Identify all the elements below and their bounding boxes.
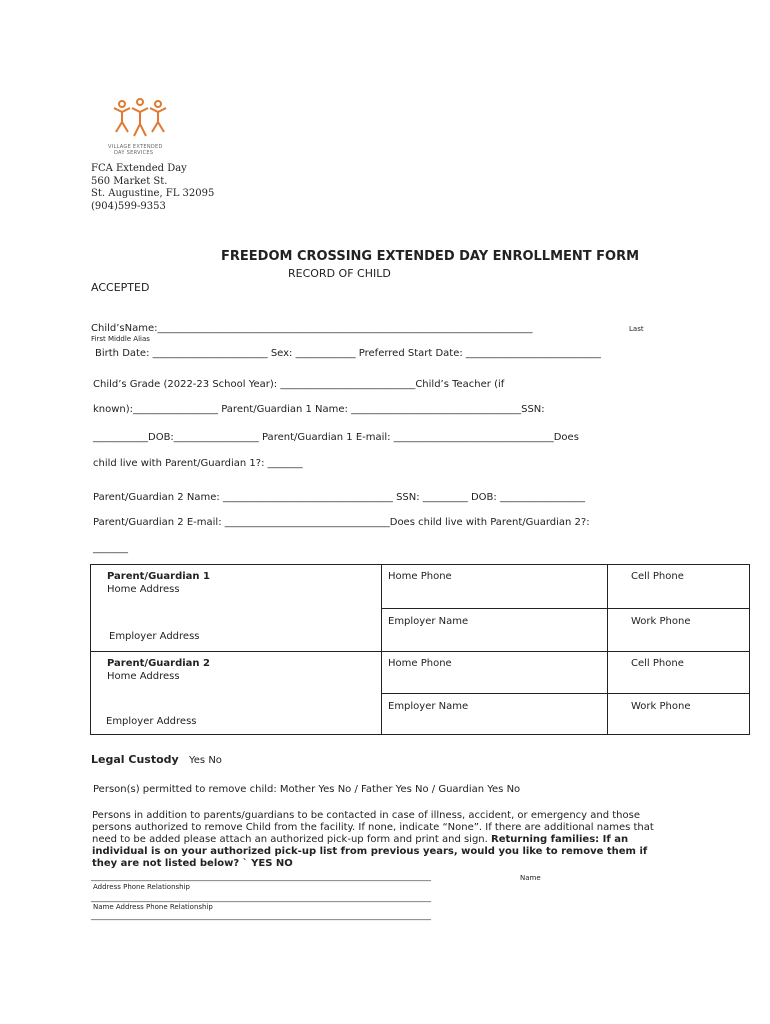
last-label: Last bbox=[629, 325, 644, 333]
pg2-cell-phone-cell[interactable] bbox=[608, 652, 750, 694]
grade-line[interactable]: Child’s Grade (2022-23 School Year): ___________________________Child’s Teacher (if bbox=[93, 379, 505, 390]
instructions-text: Persons in addition to parents/guardians to be contacted in case of illness, accident, or emergency and those persons authorized to remove Child from the facility. If none, indicate “None”. If there are additional names that need to be added please attach an authorized pick-up form and print and sign. bbox=[92, 810, 654, 845]
contact-line-3[interactable]: _____________________________________________________________________________________ bbox=[91, 911, 431, 920]
returning-families-text: Returning families: If an individual is on your authorized pick-up list from previous years, would you like to remove them if they are not listed below? ` YES NO bbox=[92, 834, 648, 869]
dob-email-line[interactable]: ___________DOB:_________________ Parent/Guardian 1 E-mail: ________________________________Does bbox=[93, 432, 579, 443]
logo bbox=[108, 98, 172, 158]
pg1-home-phone-label: Home Phone bbox=[388, 571, 452, 582]
pg2-cell-phone-label: Cell Phone bbox=[631, 658, 684, 669]
logo-text-line2: DAY SERVICES bbox=[114, 150, 154, 156]
pg2-home-address: Home Address bbox=[107, 671, 180, 682]
form-title: FREEDOM CROSSING EXTENDED DAY ENROLLMENT FORM bbox=[221, 249, 640, 264]
pg1-info-cell[interactable] bbox=[91, 565, 382, 652]
legal-custody-label: Legal Custody bbox=[91, 753, 179, 766]
pg1-employer-name-label: Employer Name bbox=[388, 615, 469, 627]
pg2-title: Parent/Guardian 2 bbox=[107, 658, 210, 669]
pg2-work-phone-label: Work Phone bbox=[631, 700, 691, 712]
remove-child-line[interactable]: Person(s) permitted to remove child: Mother Yes No / Father Yes No / Guardian Yes No bbox=[93, 784, 521, 795]
pg1-employer-name-cell[interactable] bbox=[382, 608, 608, 652]
pg1-home-phone-cell[interactable] bbox=[382, 565, 608, 609]
pg2-employer-address: Employer Address bbox=[106, 716, 197, 727]
pg2-work-phone-cell[interactable] bbox=[608, 693, 750, 735]
live-with-pg1-line[interactable]: child live with Parent/Guardian 1?: _______ bbox=[93, 458, 303, 469]
org-phone: (904)599-9353 bbox=[91, 201, 166, 212]
teacher-known-line[interactable]: known):_________________ Parent/Guardian 1 Name: __________________________________SSN: bbox=[93, 404, 545, 415]
org-street: 560 Market St. bbox=[91, 176, 168, 187]
logo-figures-icon bbox=[108, 98, 172, 140]
pg1-work-phone-cell[interactable] bbox=[608, 608, 750, 652]
pg2-info-cell[interactable] bbox=[91, 652, 382, 735]
pg2-home-phone-label: Home Phone bbox=[388, 658, 452, 669]
name-sub-label: First Middle Alias bbox=[91, 335, 150, 343]
org-name: FCA Extended Day bbox=[91, 163, 187, 174]
contact-line-1[interactable]: _____________________________________________________________________________________ bbox=[91, 872, 431, 881]
contact-line-2[interactable]: _____________________________________________________________________________________ bbox=[91, 893, 431, 902]
pg2-employer-name-label: Employer Name bbox=[388, 700, 469, 712]
pg2-name-line[interactable]: Parent/Guardian 2 Name: __________________________________ SSN: _________ DOB: _________________ bbox=[93, 492, 585, 503]
pg2-home-phone-cell[interactable] bbox=[382, 652, 608, 694]
pg1-work-phone-label: Work Phone bbox=[631, 615, 691, 627]
contact-sub-label-2: Name Address Phone Relationship bbox=[93, 903, 213, 911]
live-with-pg2-line[interactable]: _______ bbox=[93, 543, 128, 554]
pg1-cell-phone-label: Cell Phone bbox=[631, 571, 684, 582]
childs-name-field[interactable]: Child’sName:___________________________________________________________________________ bbox=[91, 323, 533, 334]
form-subtitle: RECORD OF CHILD bbox=[288, 267, 391, 280]
pg2-email-line[interactable]: Parent/Guardian 2 E-mail: _________________________________Does child live with Parent/Guardian 2?: bbox=[93, 517, 590, 528]
pg1-employer-address: Employer Address bbox=[109, 631, 200, 642]
birth-date-line[interactable]: Birth Date: _______________________ Sex: ____________ Preferred Start Date: ___________________________ bbox=[95, 348, 601, 359]
pg2-employer-name-cell[interactable] bbox=[382, 693, 608, 735]
contacts-instructions bbox=[92, 810, 662, 870]
contact-name-label-1: Name bbox=[520, 874, 541, 882]
accepted-label: ACCEPTED bbox=[91, 281, 150, 294]
contact-sub-label-1: Address Phone Relationship bbox=[93, 883, 190, 891]
guardian-table bbox=[90, 564, 750, 735]
logo-text-line1: VILLAGE EXTENDED bbox=[108, 144, 163, 150]
org-city: St. Augustine, FL 32095 bbox=[91, 188, 215, 199]
pg1-title: Parent/Guardian 1 bbox=[107, 571, 210, 582]
pg1-cell-phone-cell[interactable] bbox=[608, 565, 750, 609]
legal-custody-options[interactable]: Yes No bbox=[189, 755, 222, 766]
pg1-home-address: Home Address bbox=[107, 584, 180, 595]
